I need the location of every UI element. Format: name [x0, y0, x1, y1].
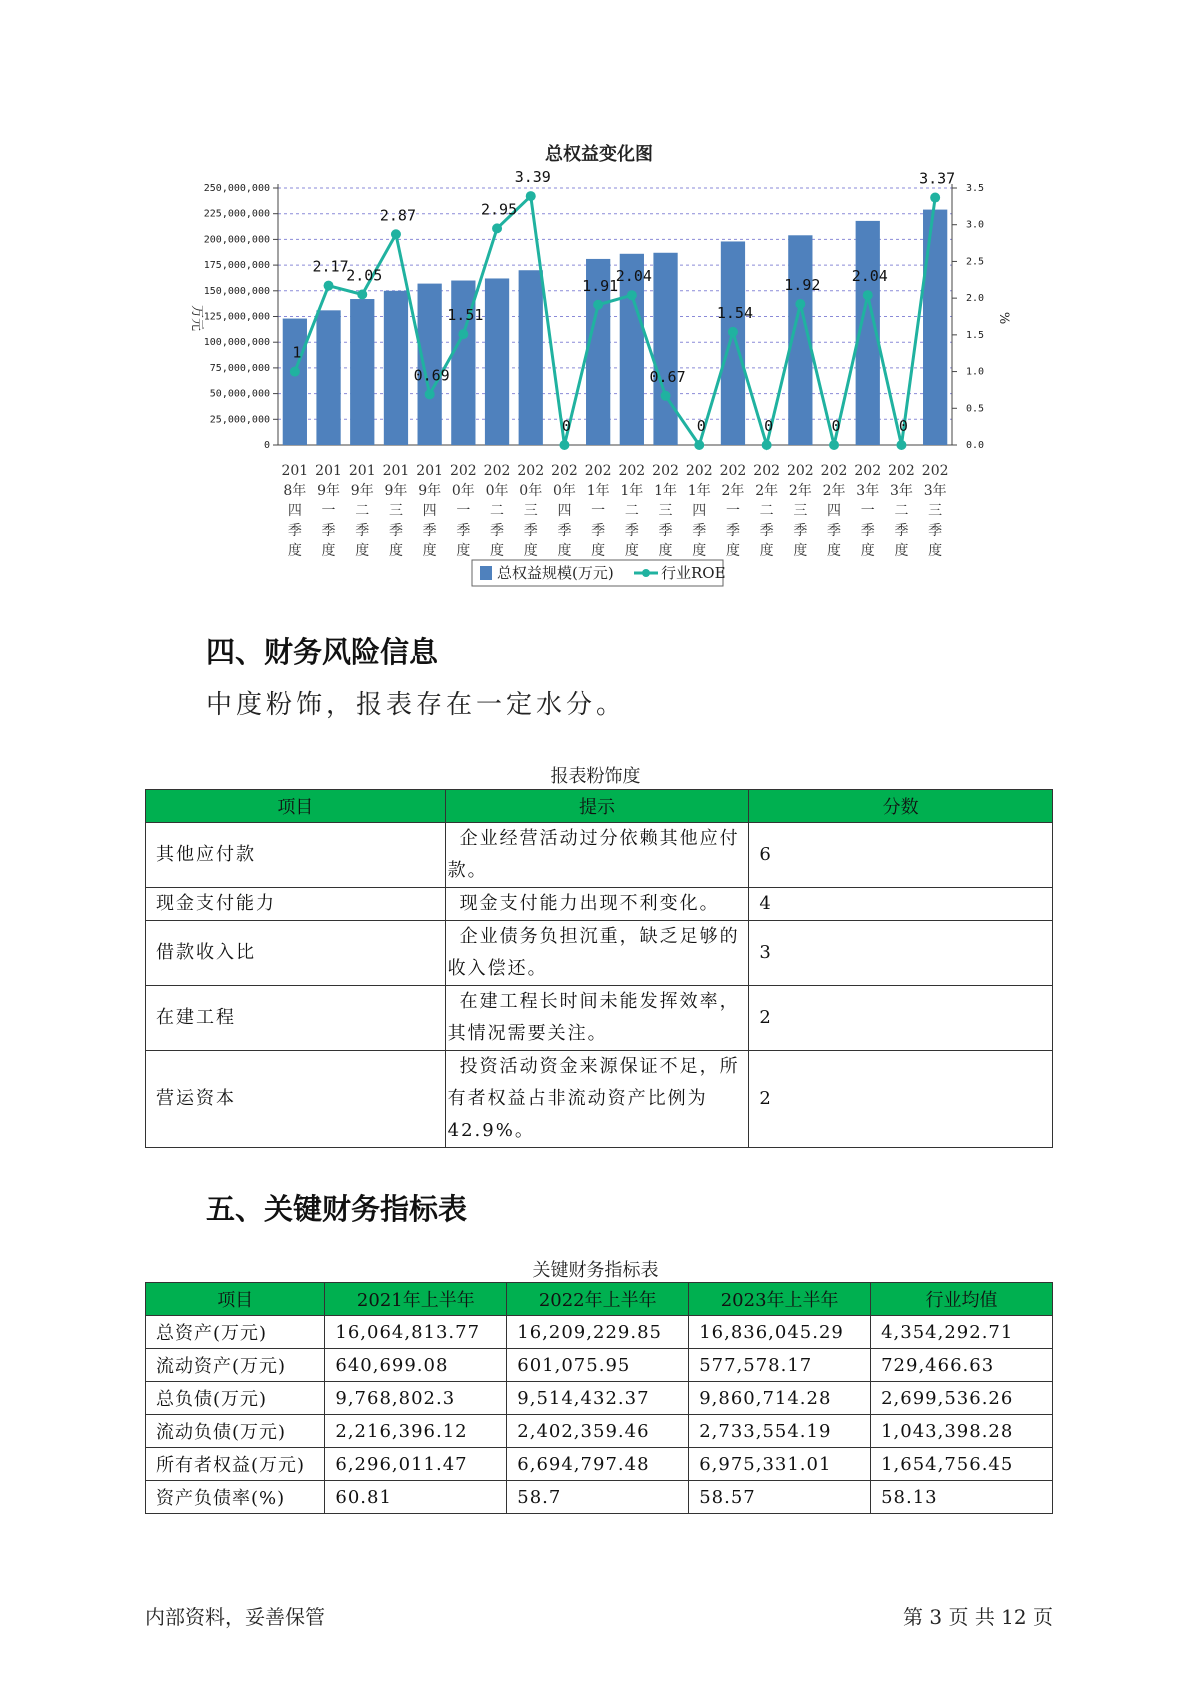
roe-data-label: 0 [898, 417, 908, 435]
y-tick-label-right: 0.0 [966, 440, 985, 451]
kpi-item-cell: 所有者权益(万元) [146, 1448, 325, 1481]
table-row [146, 888, 1053, 921]
roe-point [795, 299, 805, 309]
kpi-table-caption: 关键财务指标表 [532, 1260, 659, 1281]
kpi-value-cell: 9,514,432.37 [507, 1382, 689, 1415]
risk-score-cell: 4 [749, 888, 1053, 921]
legend-bar-swatch [480, 566, 492, 580]
table-row [146, 986, 1053, 1051]
risk-table-caption: 报表粉饰度 [550, 766, 641, 787]
roe-point [593, 300, 603, 310]
kpi-header-2023h1: 2023年上半年 [689, 1283, 871, 1316]
kpi-table [145, 1282, 1053, 1514]
x-tick-label: 202 3年一季度 [854, 463, 882, 559]
kpi-value-cell: 1,043,398.28 [871, 1415, 1053, 1448]
x-tick-label: 202 0年三季度 [517, 463, 545, 559]
y-tick-label-left: 150,000,000 [203, 285, 270, 297]
roe-point [863, 290, 873, 300]
risk-header-score: 分数 [749, 790, 1053, 823]
kpi-value-cell: 16,064,813.77 [325, 1316, 507, 1349]
roe-point [526, 191, 536, 201]
risk-table [145, 789, 1053, 1148]
risk-hint-cell: 企业债务负担沉重，缺乏足够的收入偿还。 [445, 921, 749, 986]
x-tick-label: 202 2年四季度 [820, 463, 848, 559]
y-tick-label-left: 0 [263, 440, 270, 451]
kpi-value-cell: 60.81 [325, 1481, 507, 1514]
x-tick-label: 201 9年四季度 [416, 463, 444, 559]
kpi-value-cell: 2,216,396.12 [325, 1415, 507, 1448]
bar [923, 210, 947, 445]
risk-hint-cell: 现金支付能力出现不利变化。 [445, 888, 749, 921]
roe-data-label: 3.37 [919, 169, 956, 188]
kpi-value-cell: 6,296,011.47 [325, 1448, 507, 1481]
risk-hint-cell: 企业经营活动过分依赖其他应付款。 [445, 823, 749, 888]
roe-point [896, 440, 906, 450]
kpi-header-2021h1: 2021年上半年 [325, 1283, 507, 1316]
risk-item-cell: 现金支付能力 [146, 888, 446, 921]
x-tick-label: 202 1年一季度 [584, 463, 612, 559]
roe-data-label: 0 [561, 417, 571, 435]
x-tick-label: 202 0年四季度 [551, 463, 578, 559]
risk-item-cell: 营运资本 [146, 1051, 446, 1148]
roe-point [661, 391, 671, 401]
bar [519, 270, 543, 445]
kpi-value-cell: 58.7 [507, 1481, 689, 1514]
legend-bar-label: 总权益规模(万元) [497, 564, 614, 582]
table-row [146, 921, 1053, 986]
bar [316, 310, 340, 445]
kpi-item-cell: 流动负债(万元) [146, 1415, 325, 1448]
kpi-value-cell: 9,768,802.3 [325, 1382, 507, 1415]
kpi-value-cell: 9,860,714.28 [689, 1382, 871, 1415]
bar [418, 284, 442, 445]
kpi-value-cell: 601,075.95 [507, 1349, 689, 1382]
risk-header-item: 项目 [146, 790, 446, 823]
footer-note: 内部资料，妥善保管 [145, 1605, 325, 1629]
risk-header-hint: 提示 [445, 790, 749, 823]
x-tick-label: 202 2年二季度 [753, 463, 781, 559]
risk-score-cell: 6 [749, 823, 1053, 888]
roe-data-label: 0 [696, 417, 706, 435]
chart-title: 总权益变化图 [545, 144, 653, 165]
risk-item-cell: 其他应付款 [146, 823, 446, 888]
y-tick-label-right: 2.5 [966, 256, 985, 268]
roe-data-label: 2.05 [346, 266, 383, 285]
roe-data-label: 1 [292, 343, 302, 362]
kpi-value-cell: 1,654,756.45 [871, 1448, 1053, 1481]
y-tick-label-right: 3.0 [966, 219, 985, 231]
bar [485, 278, 509, 445]
table-row [146, 1415, 1053, 1448]
roe-data-label: 0 [831, 417, 841, 435]
kpi-header-item: 项目 [146, 1283, 325, 1316]
table-row [146, 1448, 1053, 1481]
x-tick-label: 202 1年四季度 [685, 463, 713, 559]
kpi-value-cell: 58.13 [871, 1481, 1053, 1514]
table-row [146, 823, 1053, 888]
bar [384, 291, 408, 445]
roe-data-label: 3.39 [514, 168, 551, 187]
roe-data-label: 1.91 [582, 276, 619, 295]
y-tick-label-left: 225,000,000 [203, 208, 270, 220]
kpi-header-industry-avg: 行业均值 [871, 1283, 1053, 1316]
kpi-value-cell: 16,836,045.29 [689, 1316, 871, 1349]
kpi-value-cell: 640,699.08 [325, 1349, 507, 1382]
roe-data-label: 2.17 [312, 257, 349, 276]
roe-point [829, 440, 839, 450]
risk-table-header [146, 790, 1053, 823]
roe-point [458, 329, 468, 339]
roe-data-label: 0.69 [413, 366, 450, 385]
roe-point [391, 229, 401, 239]
kpi-value-cell: 4,354,292.71 [871, 1316, 1053, 1349]
kpi-value-cell: 2,733,554.19 [689, 1415, 871, 1448]
kpi-header-2022h1: 2022年上半年 [507, 1283, 689, 1316]
kpi-item-cell: 总资产(万元) [146, 1316, 325, 1349]
section5-heading: 五、关键财务指标表 [206, 1192, 468, 1226]
roe-data-label: 2.04 [615, 267, 652, 286]
table-row [146, 1051, 1053, 1148]
section4-summary: 中度粉饰，报表存在一定水分。 [206, 690, 627, 720]
risk-score-cell: 2 [749, 1051, 1053, 1148]
roe-point [357, 289, 367, 299]
roe-point [728, 327, 738, 337]
x-tick-label: 201 9年一季度 [315, 463, 342, 559]
roe-point [762, 440, 772, 450]
roe-data-label: 0 [764, 417, 774, 435]
kpi-value-cell: 2,699,536.26 [871, 1382, 1053, 1415]
kpi-value-cell: 2,402,359.46 [507, 1415, 689, 1448]
x-tick-label: 202 1年二季度 [618, 463, 646, 559]
kpi-value-cell: 6,694,797.48 [507, 1448, 689, 1481]
roe-data-label: 1.51 [447, 306, 484, 325]
table-row [146, 1382, 1053, 1415]
x-tick-label: 202 2年三季度 [786, 463, 814, 559]
y-tick-label-left: 25,000,000 [209, 414, 270, 426]
y-tick-label-left: 50,000,000 [209, 388, 270, 400]
roe-data-label: 2.04 [851, 267, 888, 286]
equity-change-chart [0, 0, 1191, 600]
x-tick-label: 202 3年三季度 [921, 463, 949, 559]
y-tick-label-left: 125,000,000 [203, 311, 270, 323]
risk-hint-cell: 投资活动资金来源保证不足，所有者权益占非流动资产比例为42.9%。 [445, 1051, 749, 1148]
y-tick-label-right: 3.5 [966, 183, 985, 194]
roe-data-label: 2.87 [379, 206, 417, 225]
x-tick-label: 201 9年二季度 [348, 463, 376, 559]
bar [653, 253, 677, 445]
kpi-value-cell: 729,466.63 [871, 1349, 1053, 1382]
y-axis-label-right: % [996, 311, 1011, 325]
roe-point [694, 440, 704, 450]
roe-point [492, 223, 502, 233]
y-tick-label-left: 175,000,000 [203, 260, 270, 272]
kpi-value-cell: 577,578.17 [689, 1349, 871, 1382]
y-tick-label-right: 0.5 [966, 403, 985, 415]
bar [721, 241, 745, 445]
y-tick-label-left: 200,000,000 [203, 234, 270, 246]
kpi-value-cell: 16,209,229.85 [507, 1316, 689, 1349]
roe-point [324, 281, 334, 291]
y-tick-label-right: 1.0 [966, 366, 985, 378]
legend-line-marker [642, 569, 650, 577]
risk-hint-cell: 在建工程长时间未能发挥效率，其情况需要关注。 [445, 986, 749, 1051]
x-tick-label: 202 1年三季度 [652, 463, 679, 559]
kpi-item-cell: 总负债(万元) [146, 1382, 325, 1415]
roe-data-label: 2.95 [480, 200, 518, 219]
roe-data-label: 1.92 [784, 276, 821, 295]
y-tick-label-left: 100,000,000 [203, 337, 270, 349]
y-axis-label-left: 万元 [189, 304, 204, 332]
kpi-item-cell: 资产负债率(%) [146, 1481, 325, 1514]
page-number: 第 3 页 共 12 页 [903, 1605, 1053, 1629]
risk-score-cell: 2 [749, 986, 1053, 1051]
roe-point [559, 440, 569, 450]
x-tick-label: 202 3年二季度 [888, 463, 915, 559]
kpi-item-cell: 流动资产(万元) [146, 1349, 325, 1382]
table-row [146, 1349, 1053, 1382]
legend-line-label: 行业ROE [661, 564, 726, 582]
bar [350, 299, 374, 445]
kpi-value-cell: 6,975,331.01 [689, 1448, 871, 1481]
y-tick-label-left: 250,000,000 [203, 183, 270, 194]
kpi-value-cell: 58.57 [689, 1481, 871, 1514]
risk-score-cell: 3 [749, 921, 1053, 986]
roe-data-label: 0.67 [649, 367, 686, 386]
x-tick-label: 202 0年二季度 [483, 463, 511, 559]
x-tick-label: 201 9年三季度 [382, 463, 410, 559]
x-tick-label: 201 8年四季度 [281, 463, 309, 559]
kpi-table-header [146, 1283, 1053, 1316]
section4-heading: 四、财务风险信息 [206, 635, 439, 669]
roe-point [627, 290, 637, 300]
x-tick-label: 202 0年一季度 [449, 463, 477, 559]
roe-point [425, 389, 435, 399]
table-row [146, 1481, 1053, 1514]
risk-item-cell: 在建工程 [146, 986, 446, 1051]
y-tick-label-right: 2.0 [966, 293, 985, 305]
risk-item-cell: 借款收入比 [146, 921, 446, 986]
x-tick-label: 202 2年一季度 [719, 463, 747, 559]
roe-point [930, 193, 940, 203]
roe-data-label: 1.54 [716, 303, 754, 322]
table-row [146, 1316, 1053, 1349]
bar [283, 319, 307, 445]
y-tick-label-left: 75,000,000 [209, 362, 270, 374]
roe-point [290, 367, 300, 377]
y-tick-label-right: 1.5 [966, 329, 985, 341]
